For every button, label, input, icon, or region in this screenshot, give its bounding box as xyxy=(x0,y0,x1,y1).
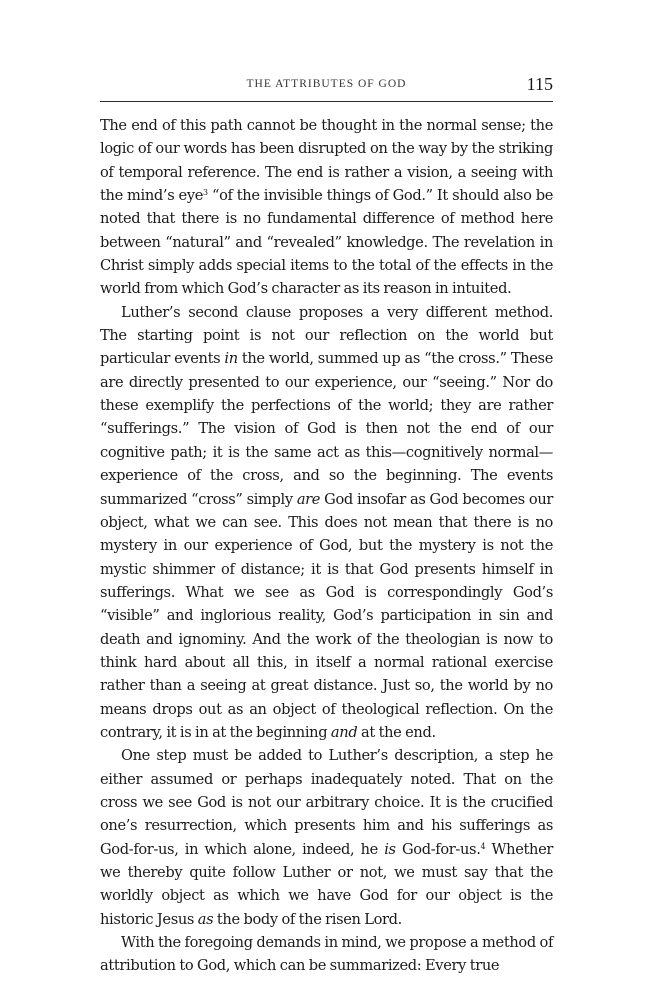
text-run: at the end. xyxy=(357,723,436,741)
paragraph xyxy=(100,114,553,301)
page-number: 115 xyxy=(526,74,553,94)
text-run: Whether we thereby quite follow Luther or not, we must say that the worldly object as which we have God for our object is the historic Jesus xyxy=(100,840,553,928)
italic-text: as xyxy=(197,910,214,928)
running-title: THE ATTRIBUTES OF GOD xyxy=(246,78,407,90)
footnote-marker: 3 xyxy=(203,188,208,198)
text-run: “of the invisible things of God.” It should also be noted that there is no fundamental difference of method here between “natural” and “revealed” knowledge. The revelation in Christ simply adds special items to the total of the effects in the world from which God’s character as its reason in intuited. xyxy=(100,187,553,298)
text-run: the body of the risen Lord. xyxy=(213,910,402,928)
body-text xyxy=(100,114,553,978)
italic-text: are xyxy=(296,490,321,508)
paragraph xyxy=(100,744,553,931)
italic-text: in xyxy=(224,350,238,368)
text-run: The end of this path cannot be thought in the normal sense; the logic of our words has been disrupted on the way by the striking of temporal reference. The end is rather a vision, a seeing with the mind’s eye xyxy=(100,117,553,205)
italic-text: and xyxy=(330,723,358,741)
italic-text: is xyxy=(384,840,396,858)
paragraph xyxy=(100,931,553,978)
text-run: God-for-us. xyxy=(395,840,481,858)
text-run: God insofar as God becomes our object, what we can see. This does not mean that there is no mystery in our experience of God, but the mystery is not the mystic shimmer of distance; it is that God presents himself in sufferings. What we see as God is correspondingly God’s “visible” and inglorious reality, God’s participation in sin and death and ignominy. And the work of the theologian is now to think hard about all this, in itself a normal rational exercise rather than a seeing at great distance. Just so, the world by no means drops out as an object of theological reflection. On the contrary, it is in at the beginning xyxy=(100,490,553,741)
text-run: the world, summed up as “the cross.” These are directly presented to our experience, our “seeing.” Nor do these exemplify the perfections of the world; they are rather “sufferings.” The vision of God is then not the end of our cognitive path; it is the same act as this—cognitively normal—experience of the cross, and so the beginning. The events summarized “cross” simply xyxy=(100,350,553,508)
footnote-marker: 4 xyxy=(480,841,486,851)
header-rule xyxy=(100,101,553,102)
text-run: Luther’s second clause proposes a very different method. The starting point is not our reflection on the world but particular events xyxy=(100,303,553,368)
running-head xyxy=(100,74,553,98)
text-run: One step must be added to Luther’s description, a step he either assumed or perhaps inadequately noted. That on the cross we see God is not our arbitrary choice. It is the crucified one’s resurrection, which presents him and his sufferings as God-for-us, in which alone, indeed, he xyxy=(100,747,553,858)
paragraph xyxy=(100,301,553,745)
text-run: With the foregoing demands in mind, we propose a method of attribution to God, which can be summarized: Every true xyxy=(100,934,553,975)
